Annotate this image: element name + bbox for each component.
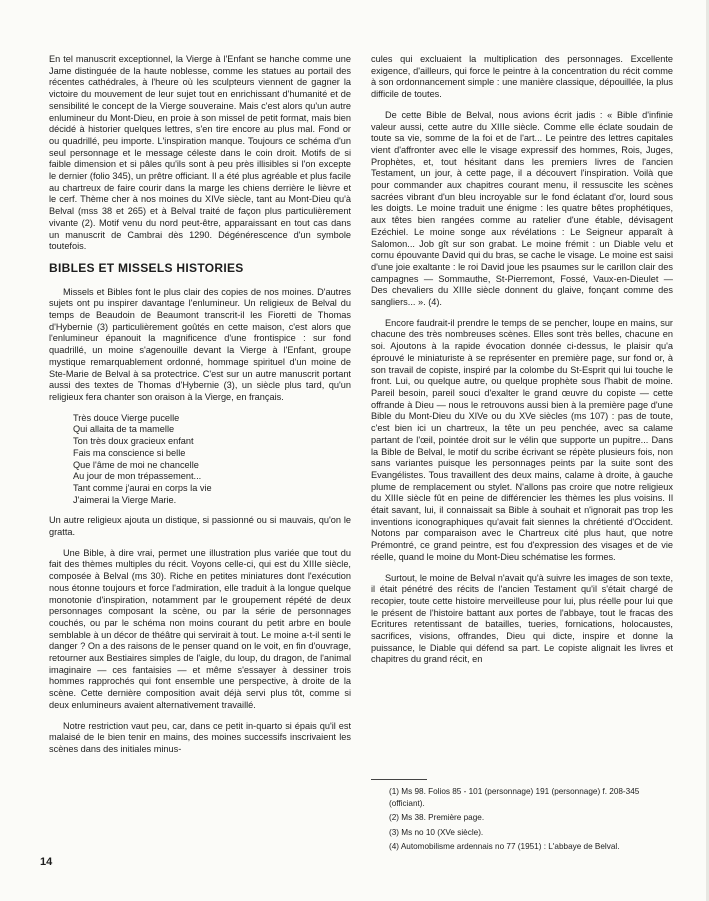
paragraph: Surtout, le moine de Belval n'avait qu'à suivre les images de son texte, il était pénétré des récits de l'ancien Testament qu'il s'était chargé de recopier, toute cette histoire merveilleuse pour lui, plus réelle pour lui que le présent de l'histoire battant aux portes de l'abbaye, tout le fracas des Ecritures retentissant de batailles, tueries, fornications, holocaustes, sacrifices, visions, offrandes, Dieu qui dicte, inspire et donne la puissance, le Diable qui défend sa part. Le copiste alignait les livres et chapitres du grand récit, en bbox=[371, 572, 673, 665]
paragraph: Missels et Bibles font le plus clair des copies de nos moines. D'autres sujets ont pu inspirer davantage l'enlumineur. Un religieux de Belval du temps de Beaudoin de Beaumont transcrit-il les Fioretti de Thomas d'Hybernie (3) particulièrement goûtés en cette maison, c'est alors que l'enlumineur épanouit la magnificence d'une frontispice : sur fond quadrillé, un moine s'agenouille devant la Vierge à l'Enfant, groupe mystique remarquablement ordonné, hommage spirituel d'un moine de Ste-Marie de Belval à sa protectrice. C'est sur un autre manuscrit portant aussi des textes de Thomas d'Hybernie (3), un siècle plus tard, qu'un religieux fera chanter son oraison à la Vierge, en français. bbox=[49, 286, 351, 402]
poem-line: Très douce Vierge pucelle bbox=[73, 412, 180, 423]
paragraph: Notre restriction vaut peu, car, dans ce petit in-quarto si épais qu'il est malaisé de le bien tenir en mains, des moines successifs inscrivaient les scènes dans des initiales minus- bbox=[49, 720, 351, 754]
poem-line: Que l'âme de moi ne chancelle bbox=[73, 459, 199, 470]
footnote: (1) Ms 98. Folios 85 - 101 (personnage) 191 (personnage) f. 208-345 (officiant). bbox=[389, 787, 640, 808]
section-heading: BIBLES ET MISSELS HISTORIES bbox=[49, 260, 244, 275]
paragraph: En tel manuscrit exceptionnel, la Vierge à l'Enfant se hanche comme une Jame distinguée de la haute noblesse, comme les statues au portail des récentes cathédrales, à l'heure où les sculpteurs viennent de gagner la victoire du mouvement de leur sujet tout en enrichissant d'humanité et de sensibilité le concept de la Vierge souveraine. Mais c'est alors qu'un autre enlumineur du Mont-Dieu, en proie à son missel de petit format, mais bien décidé à historier quelques lettres, s'en tire encore au plus mal. Fond or ou quadrillé, peu importe. L'inspiration manque. Toujours ce schéma d'un seul personnage et le message céleste dans le coin droit. Motifs de si faible dimension et si pâles qu'ils sont à peu près illisibles si l'on excepte le dernier (folio 345), un prêtre officiant. Il a été plus agréable et plus facile au chartreux de faire courir dans la marge les chiens derrière le lièvre et le cerf. Thème cher à nos moines du XIVe siècle, tant au Mont-Dieu qu'à Belval (mss 38 et 265) et à Belval traité de façon plus particulièrement vivante (2). Motif venu du nord peut-être, apparaissant en tout cas dans un manuscrit de Cambrai dès 1290. Dégénérescence d'un symbole toutefois. bbox=[49, 54, 351, 252]
poem-line: Fais ma conscience si belle bbox=[73, 447, 186, 458]
footnotes bbox=[371, 779, 671, 856]
footnote: (2) Ms 38. Première page. bbox=[389, 813, 485, 823]
poem-line: J'aimerai la Vierge Marie. bbox=[73, 494, 177, 505]
poem-line: Ton très doux gracieux enfant bbox=[73, 436, 194, 447]
left-column bbox=[49, 54, 351, 765]
paragraph: De cette Bible de Belval, nous avions écrit jadis : « Bible d'infinie valeur aussi, cette autre du XIIIe siècle. Comme elle éclate soudain de toute sa vie, somme de la foi et de l'art... Le peintre des lettres capitales vient d'affronter avec elle le visage expressif des hommes, Rois, Juges, Prophètes, et, tout hésitant dans les premiers livres de l'ancien Testament, un jour, à cette page, il a découvert l'inspiration. Voilà que pour commander aux chapitres courant menu, il ressuscite les scènes sacrées vibrant d'un bleu incroyable sur le fond éclatant d'or, lourd sous les doigts. Le moine traduit une énigme : les quatre bêtes prophétiques, aux têtes bien rangées comme au ratelier d'une étable, dévisagent Ezéchiel. Le moine songe aux révélations : Le Seigneur apparaît à Salomon... Job gît sur son grabat. Le moine frémit : un Diable velu et cornu épouvante David qui du bras, se cache le visage. Le moine est saisi d'une joie exaltante : le roi David joue les psaumes sur le carillon clair des campagnes — Sommauthe, St-Pierremont, Fossé, Vaux-en-Dieulet — Des chevaliers du XIIIe siècle donnent du glaive, fonçant comme des sangliers... ». (4). bbox=[371, 109, 673, 308]
footnote-rule bbox=[371, 779, 427, 780]
page-number: 14 bbox=[40, 856, 53, 868]
poem-line: Qui allaita de ta mamelle bbox=[73, 424, 175, 435]
paragraph: cules qui excluaient la multiplication des personnages. Excellente exigence, d'ailleurs, qui force le peintre à la concentration du récit comme à son ordonnancement simple : une manière classique, dépouillée, la plus difficile de toutes. bbox=[371, 54, 673, 100]
poem bbox=[73, 413, 351, 507]
right-column bbox=[371, 54, 673, 675]
poem-line: Tant comme j'aurai en corps la vie bbox=[73, 482, 212, 493]
paragraph: Encore faudrait-il prendre le temps de se pencher, loupe en mains, sur chacune des très nombreuses scènes. Elles sont très belles, chacune en soi. Ajoutons à la rapide évocation donnée ci-dessus, le plaisir qu'a éprouvé le miniaturiste à se représenter en première page, sur fond or, à son travail de copiste, inspiré par la colombe du St-Esprit qui lui touche le front. Lui, ou quelque autre, ou quelque prophète sous l'habit de moine. Pareil besoin, pareil souci d'exalter le grand œuvre du copiste — cette offrande à Dieu — nous le retrouvons aussi bien à la première page d'une Bible du Mont-Dieu du XIVe ou du XVe siècles (ms 107) : pas de toute, c'est bien ici un chartreux, la tête un peu penchée, avec sa calame partant de l'œil, pointée droit sur le vélin que supporte un pupitre... Dans la Bible de Belval, le motif du scribe écrivant se répète plusieurs fois, non sans variantes puisque les personnages peints par la suite sont des Evangélistes. Tous travaillent des deux mains, calame à droite, à gauche plume de remplacement ou stylet. N'allons pas croire que notre religieux du XIIIe siècle fût en peine de différencier les thèmes les plus voisins. Il était savant, lui, il connaissait sa Bible à souhait et n'ignorait pas trop les inventions iconographiques qu'avait fait siennes la chrétienté d'Occident. Notons par comparaison avec le Chartreux cité plus haut, que notre Prémontré, ce grand peintre, est fou d'expression des visages et de vie réelle, quand le moine du Mont-Dieu schématise les formes. bbox=[371, 317, 673, 562]
paragraph: Un autre religieux ajouta un distique, si passionné ou si mauvais, qu'on le gratta. bbox=[49, 515, 351, 538]
footnote: (3) Ms no 10 (XVe siècle). bbox=[389, 827, 484, 837]
paragraph: Une Bible, à dire vrai, permet une illustration plus variée que tout du fait des thèmes multiples du récit. Voyons celle-ci, qui est du XIIIe siècle, composée à Belval (ms 30). Riche en petites miniatures dont l'exécution nous étonne toujours et force l'admiration, elle traduit à la longue quelque monotonie d'inspiration, notamment par le groupement répété de deux personnages composant la scène, ou par la série de personnages couchés, ou par le schéma non moins courant du petit arbre en boule semblable à un décor de théâtre qui servirait à tout. Le moine a-t-il senti le danger ? On a des raisons de le penser quand on le voit, en fin d'ouvrage, retourner aux Bestiaires simples de l'aigle, du loup, du dragon, de l'animal imaginaire — ces fantaisies — et même s'essayer à dessiner trois hommes rapprochés qui font ensemble une perspective, à droite de la scène. Cette dernière composition avait déjà servi plus tôt, comme si deux enlumineurs avaient alternativement travaillé. bbox=[49, 547, 351, 710]
poem-line: Au jour de mon trépassement... bbox=[73, 471, 202, 482]
footnote: (4) Automobilisme ardennais no 77 (1951) : L'abbaye de Belval. bbox=[389, 842, 620, 852]
